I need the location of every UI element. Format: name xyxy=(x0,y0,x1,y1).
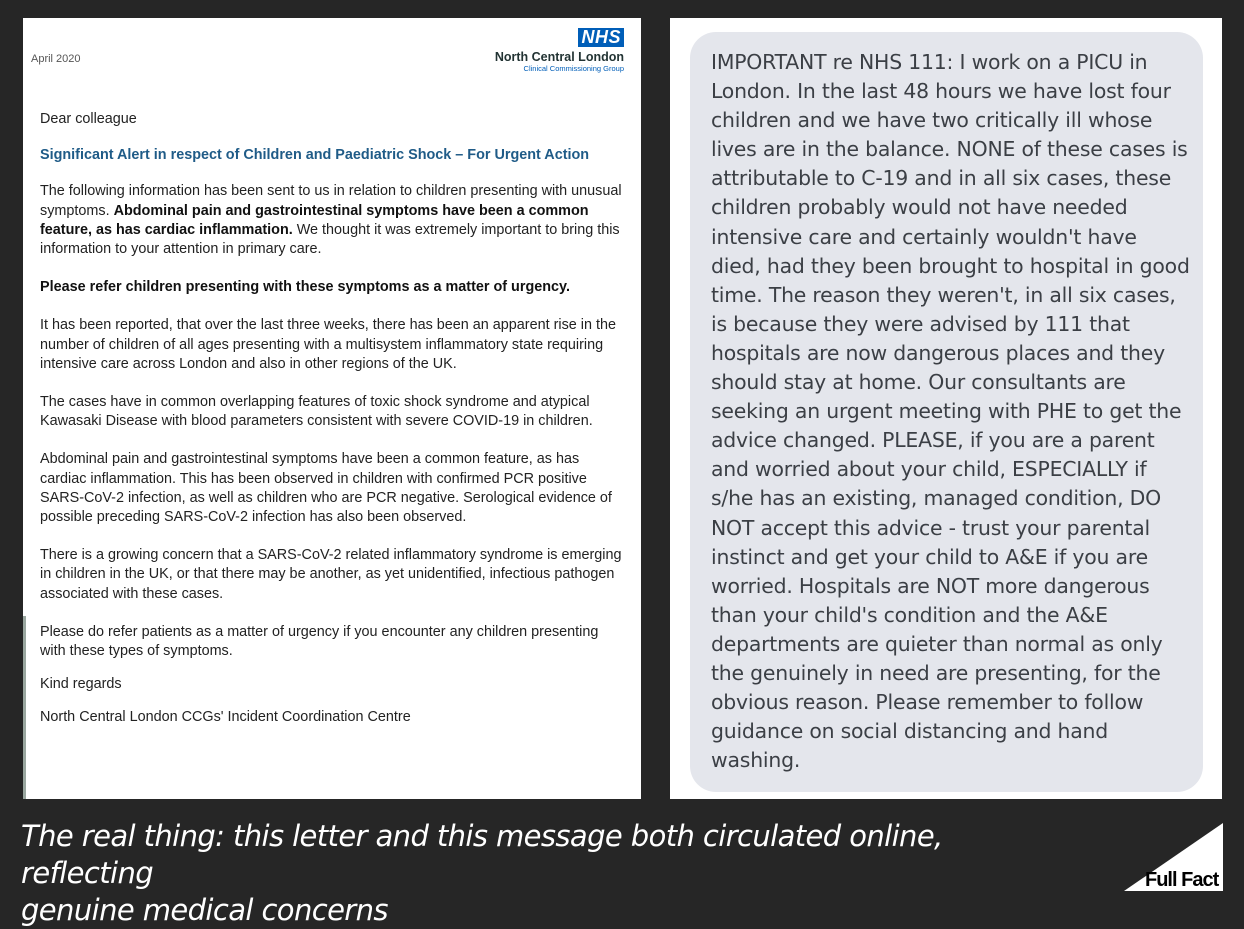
alert-title: Significant Alert in respect of Children and Paediatric Shock – For Urgent Action xyxy=(40,147,590,164)
letter-paragraph-reports: It has been reported, that over the last three weeks, there has been an apparent rise in the number of children of all ages presenting with a multisystem inflammatory state requiring intensive care across London and also in other regions of the UK. xyxy=(40,317,616,372)
intro-text-bold: Abdominal pain and gastrointestinal symptoms have been a common feature, as has cardiac inflammation. xyxy=(40,202,589,238)
letter-signature: North Central London CCGs' Incident Coordination Centre xyxy=(40,709,411,726)
nhs-badge: NHS xyxy=(578,28,624,47)
caption-line-2: genuine medical concerns xyxy=(21,893,388,927)
letter-paragraph-symptoms: Abdominal pain and gastrointestinal symptoms have been a common feature, as has cardiac inflammation. This has been observed in children with confirmed PCR positive SARS-CoV-2 infection, as well as children who are PCR negative. Serological evidence of possible preceding SARS-CoV-2 infection has also been observed. xyxy=(40,451,612,526)
message-text: IMPORTANT re NHS 111: I work on a PICU in London. In the last 48 hours we have lost four children and we have two critically ill whose lives are in the balance. NONE of these cases is attributable to C-19 and in all six cases, these children probably would not have needed intensive care and certainly wouldn't have died, had they been brought to hospital in good time. The reason they weren't, in all six cases, is because they were advised by 111 that hospitals are now dangerous places and they should stay at home. Our consultants are seeking an urgent meeting with PHE to get the advice changed. PLEASE, if you are a parent and worried about your child, ESPECIALLY if s/he has an existing, managed condition, DO NOT accept this advice - trust your parental instinct and get your child to A&E if you are worried. Hospitals are NOT more dangerous than your child's condition and the A&E departments are quieter than normal as only the genuinely in need are presenting, for the obvious reason. Please remember to follow guidance on social distancing and hand washing. xyxy=(711,50,1190,773)
message-bubble xyxy=(690,32,1203,792)
refer-urgency-line: Please refer children presenting with these symptoms as a matter of urgency. xyxy=(40,279,570,296)
letter-closing: Kind regards xyxy=(40,676,122,693)
caption-line-1: The real thing: this letter and this message both circulated online, reflecting xyxy=(21,819,943,890)
letter-body xyxy=(40,110,625,728)
letter-date: April 2020 xyxy=(31,53,81,65)
intro-text-start: The following information has been sent to us in relation to children presenting with unusual symptoms. xyxy=(40,183,622,219)
nhs-logo xyxy=(464,28,624,73)
org-name: North Central London xyxy=(494,50,624,64)
org-subtitle: Clinical Commissioning Group xyxy=(523,64,624,73)
letter-paragraph-intro xyxy=(40,182,625,259)
letter-paragraph-concern: There is a growing concern that a SARS-CoV-2 related inflammatory syndrome is emerging in children in the UK, or that there may be another, as yet unidentified, infectious pathogen associated with these cases. xyxy=(40,547,622,602)
brand-name: Full Fact xyxy=(1145,869,1219,891)
letter-edge-accent xyxy=(23,616,26,799)
intro-text-end: We thought it was extremely important to bring this information to your attention in primary care. xyxy=(40,221,620,258)
nhs-letter xyxy=(23,18,641,799)
caption xyxy=(21,818,1061,929)
letter-greeting: Dear colleague xyxy=(40,111,137,127)
letter-paragraph-cases: The cases have in common overlapping features of toxic shock syndrome and atypical Kawasaki Disease with blood parameters consistent with severe COVID-19 in children. xyxy=(40,394,593,430)
letter-paragraph-refer: Please do refer patients as a matter of urgency if you encounter any children presenting with these types of symptoms. xyxy=(40,623,599,660)
message-panel xyxy=(670,18,1222,799)
